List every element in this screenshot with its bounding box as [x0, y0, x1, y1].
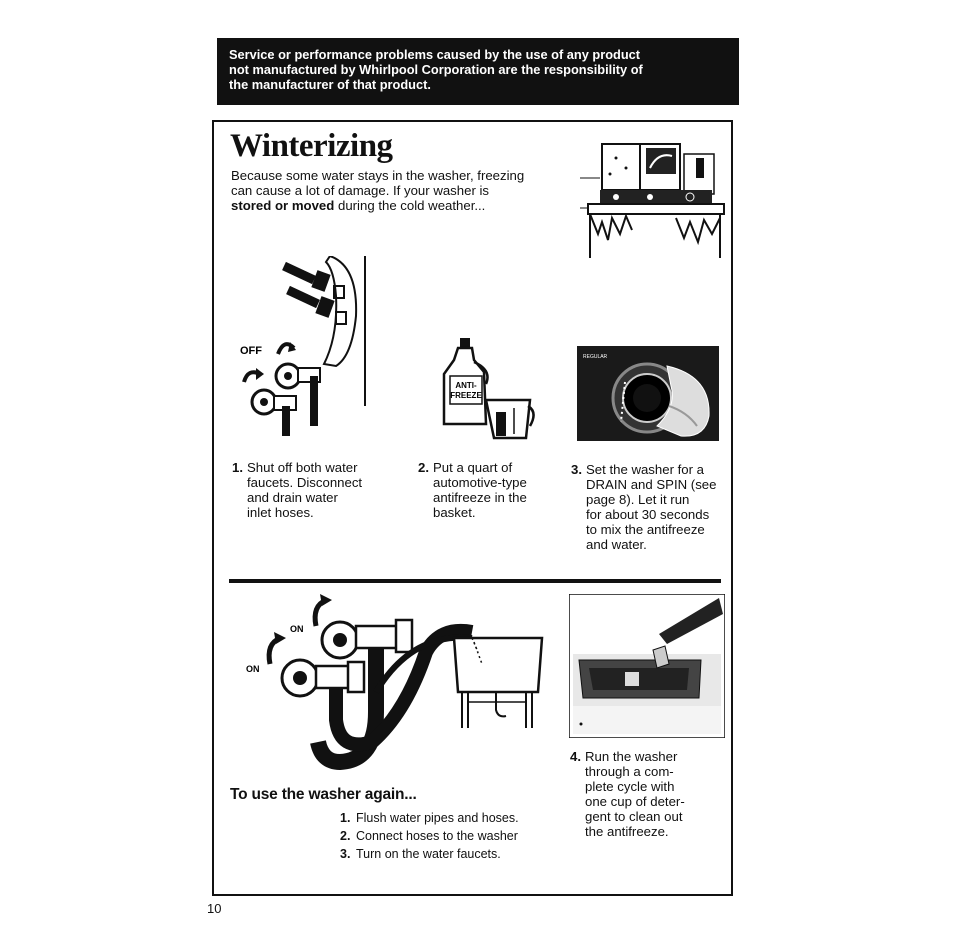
intro-paragraph — [231, 168, 576, 213]
step-3-line: for about 30 seconds — [586, 507, 710, 522]
step-4-line: the antifreeze. — [585, 824, 669, 839]
step-3-line: DRAIN and SPIN (see — [586, 477, 717, 492]
faucets-off-illustration — [238, 256, 372, 438]
step-1 — [232, 460, 382, 520]
step-2-line: antifreeze in the — [433, 490, 527, 505]
step-3-line: page 8). Let it run — [586, 492, 690, 507]
washer-tub-photo — [569, 594, 725, 738]
intro-line-1: Because some water stays in the washer, freezing — [231, 168, 525, 183]
intro-line-3 — [231, 198, 576, 213]
step-1-number: 1. — [232, 460, 243, 475]
section-title: Winterizing — [230, 128, 393, 164]
step-4-line: plete cycle with — [585, 779, 675, 794]
faucet-off-label: OFF — [240, 345, 262, 357]
step-4-line: gent to clean out — [585, 809, 683, 824]
page-number: 10 — [207, 901, 222, 916]
step-3-number: 3. — [571, 462, 582, 477]
reuse-steps-list — [340, 809, 519, 863]
list-item — [340, 827, 519, 845]
step-4 — [570, 749, 720, 839]
step-3 — [571, 462, 731, 552]
step-3-line: and water. — [586, 537, 647, 552]
intro-bold: stored or moved — [231, 198, 335, 213]
reuse-step-text: Flush water pipes and hoses. — [356, 811, 519, 825]
step-2-line: Put a quart of — [433, 460, 513, 475]
step-4-line: Run the washer — [585, 749, 678, 764]
bottle-label-line2: FREEZE — [450, 391, 482, 400]
reuse-step-number: 3. — [340, 847, 351, 861]
banner-line-1: Service or performance problems caused by the use of any product — [229, 47, 641, 62]
step-4-number: 4. — [570, 749, 581, 764]
step-4-line: one cup of deter- — [585, 794, 685, 809]
antifreeze-bottle-illustration — [440, 334, 538, 442]
step-1-line: Shut off both water — [247, 460, 358, 475]
step-1-line: and drain water — [247, 490, 338, 505]
reuse-step-text: Connect hoses to the washer — [356, 829, 518, 843]
list-item — [340, 845, 519, 863]
banner-line-2: not manufactured by Whirlpool Corporation are the responsibility of — [229, 62, 643, 77]
step-2-number: 2. — [418, 460, 429, 475]
reuse-heading: To use the washer again... — [230, 786, 417, 803]
step-3-line: Set the washer for a — [586, 462, 705, 477]
faucet-on-label-2: ON — [246, 664, 260, 674]
step-1-line: faucets. Disconnect — [247, 475, 363, 490]
step-1-line: inlet hoses. — [247, 505, 314, 520]
step-4-line: through a com- — [585, 764, 674, 779]
section-divider — [229, 579, 721, 583]
reuse-step-number: 2. — [340, 829, 351, 843]
reuse-step-text: Turn on the water faucets. — [356, 847, 501, 861]
step-2-line: basket. — [433, 505, 476, 520]
warning-banner — [217, 38, 739, 105]
faucets-on-illustration — [236, 592, 546, 772]
step-3-line: to mix the antifreeze — [586, 522, 705, 537]
faucet-on-label-1: ON — [290, 624, 304, 634]
step-2-line: automotive-type — [433, 475, 527, 490]
intro-tail: during the cold weather... — [334, 198, 486, 213]
frozen-washer-illustration — [580, 138, 728, 264]
banner-line-3: the manufacturer of that product. — [229, 77, 431, 92]
list-item — [340, 809, 519, 827]
intro-line-2: can cause a lot of damage. If your washer is — [231, 183, 490, 198]
bottle-label-line1: ANTI- — [455, 381, 477, 390]
reuse-step-number: 1. — [340, 811, 351, 825]
step-2 — [418, 460, 558, 520]
dial-photo-illustration — [577, 346, 719, 441]
dial-label-regular: REGULAR — [583, 354, 608, 360]
